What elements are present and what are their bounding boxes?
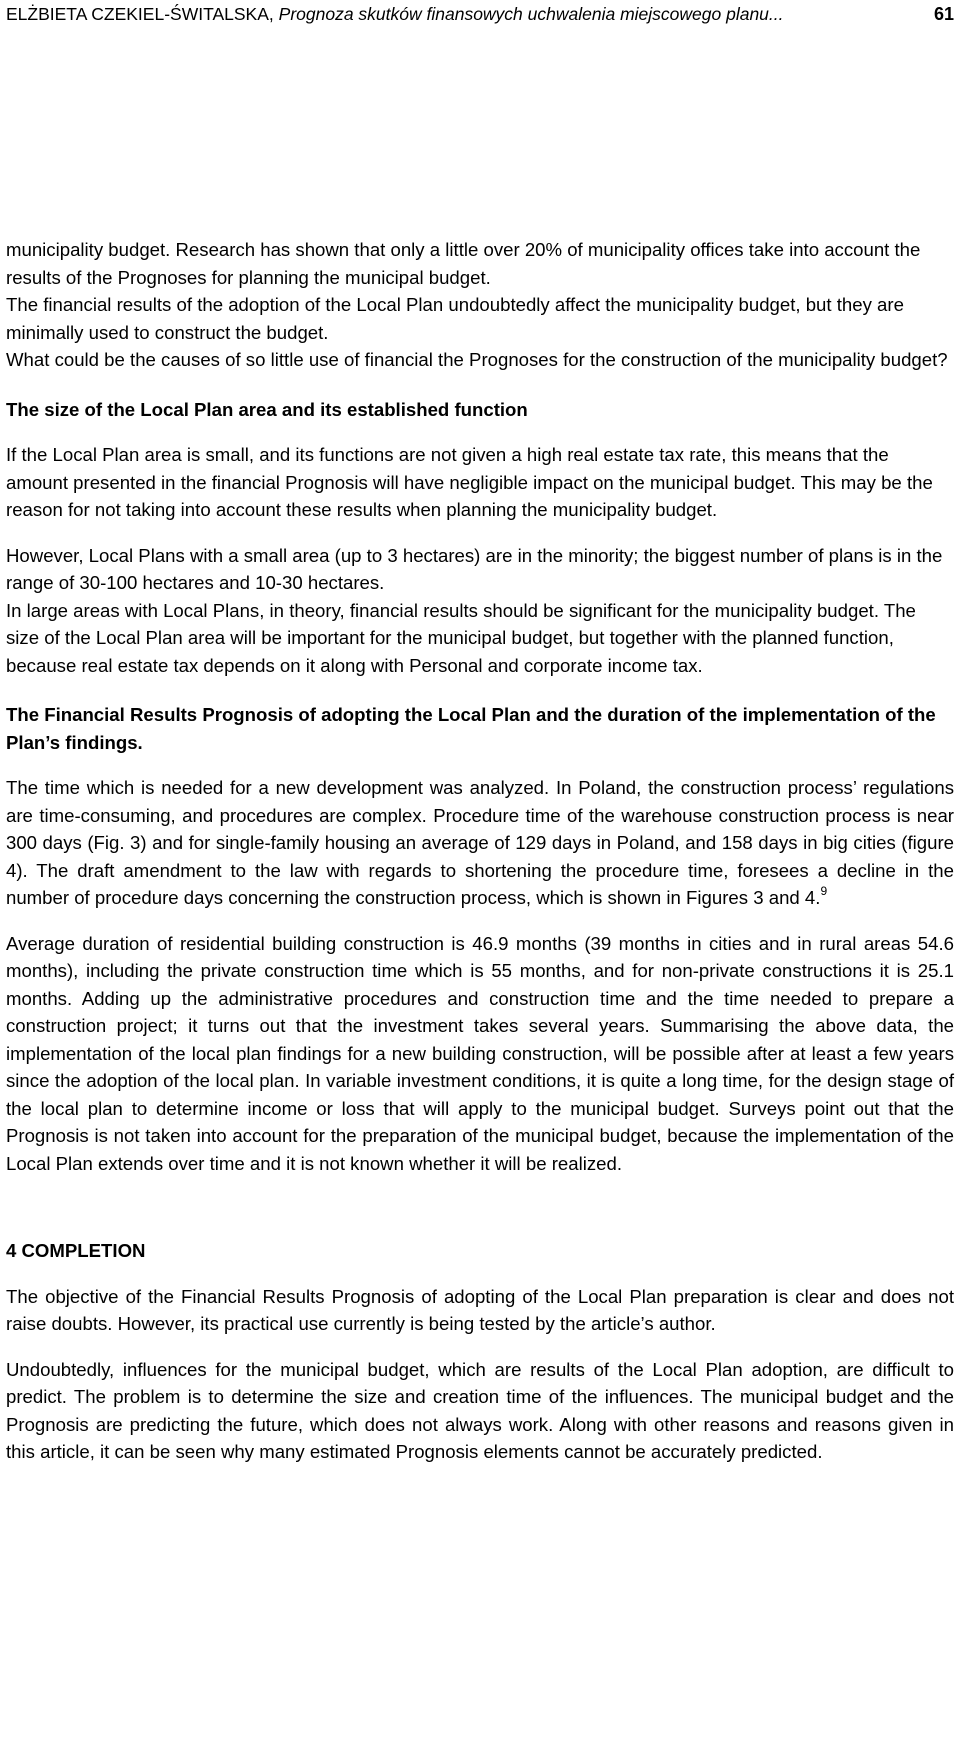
running-head <box>6 2 954 30</box>
body-paragraph: What could be the causes of so little use of financial the Prognoses for the construction of the municipality budget? <box>6 349 948 370</box>
body-paragraph: The financial results of the adoption of the Local Plan undoubtedly affect the municipality budget, but they are minimally used to construct the budget. <box>6 294 904 343</box>
running-head-author: ELŻBIETA CZEKIEL-ŚWITALSKA, <box>6 4 274 24</box>
footnote-reference: 9 <box>820 883 828 898</box>
body-paragraph: In large areas with Local Plans, in theory, financial results should be significant for the municipality budget. The size of the Local Plan area will be important for the municipal budget, but together with the planned function, because real estate tax depends on it along with Personal and corporate income tax. <box>6 599 916 676</box>
body-paragraph <box>6 774 954 912</box>
body-paragraph: Undoubtedly, influences for the municipal budget, which are results of the Local Plan adoption, are difficult to predict. The problem is to determine the size and creation time of the influences. The municipal budget and the Prognosis are predicting the future, which does not always work. Along with other reasons and reasons given in this article, it can be seen why many estimated Prognosis elements cannot be accurately predicted. <box>6 1358 954 1462</box>
section-heading: The Financial Results Prognosis of adopting the Local Plan and the duration of the implementation of the Plan’s findings. <box>6 704 936 753</box>
running-head-title: Prognoza skutków finansowych uchwalenia miejscowego planu... <box>278 4 784 24</box>
body-paragraph: If the Local Plan area is small, and its functions are not given a high real estate tax rate, this means that the amount presented in the financial Prognosis will have negligible impact on the municipal budget. This may be the reason for not taking into account these results when planning the municipality budget. <box>6 444 933 520</box>
body-paragraph: municipality budget. Research has shown that only a little over 20% of municipality offices take into account the results of the Prognoses for planning the municipal budget. <box>6 239 921 288</box>
body-paragraph: However, Local Plans with a small area (up to 3 hectares) are in the minority; the biggest number of plans is in the range of 30-100 hectares and 10-30 hectares. <box>6 544 943 593</box>
section-heading: 4 COMPLETION <box>6 1240 146 1261</box>
body-paragraph-text: The time which is needed for a new development was analyzed. In Poland, the construction process’ regulations are time-consuming, and procedures are complex. Procedure time of the warehouse construction process is near 300 days (Fig. 3) and for single-family housing an average of 129 days in Poland, and 158 days in big cities (figure 4). The draft amendment to the law with regards to shortening the procedure time, foresees a decline in the number of procedure days concerning the construction process, which is shown in Figures 3 and 4. <box>6 777 954 908</box>
body-paragraph: Average duration of residential building construction is 46.9 months (39 months in cities and in rural areas 54.6 months), including the private construction time which is 55 months, and for non-private constructions it is 25.1 months. Adding up the administrative procedures and construction time and the time needed to prepare a construction project; it turns out that the investment takes several years. Summarising the above data, the implementation of the local plan findings for a new building construction, will be possible after at least a few years since the adoption of the local plan. In variable investment conditions, it is quite a long time, for the design stage of the local plan to determine income or loss that will apply to the municipal budget. Surveys point out that the Prognosis is not taken into account for the preparation of the municipal budget, because the implementation of the Local Plan extends over time and it is not known whether it will be realized. <box>6 932 954 1174</box>
section-heading: The size of the Local Plan area and its established function <box>6 398 528 420</box>
body-paragraph: The objective of the Financial Results Prognosis of adopting of the Local Plan preparation is clear and does not raise doubts. However, its practical use currently is being tested by the article’s author. <box>6 1285 954 1334</box>
page-number: 61 <box>933 4 954 24</box>
page-body <box>6 236 954 1466</box>
running-head-citation <box>6 2 784 26</box>
